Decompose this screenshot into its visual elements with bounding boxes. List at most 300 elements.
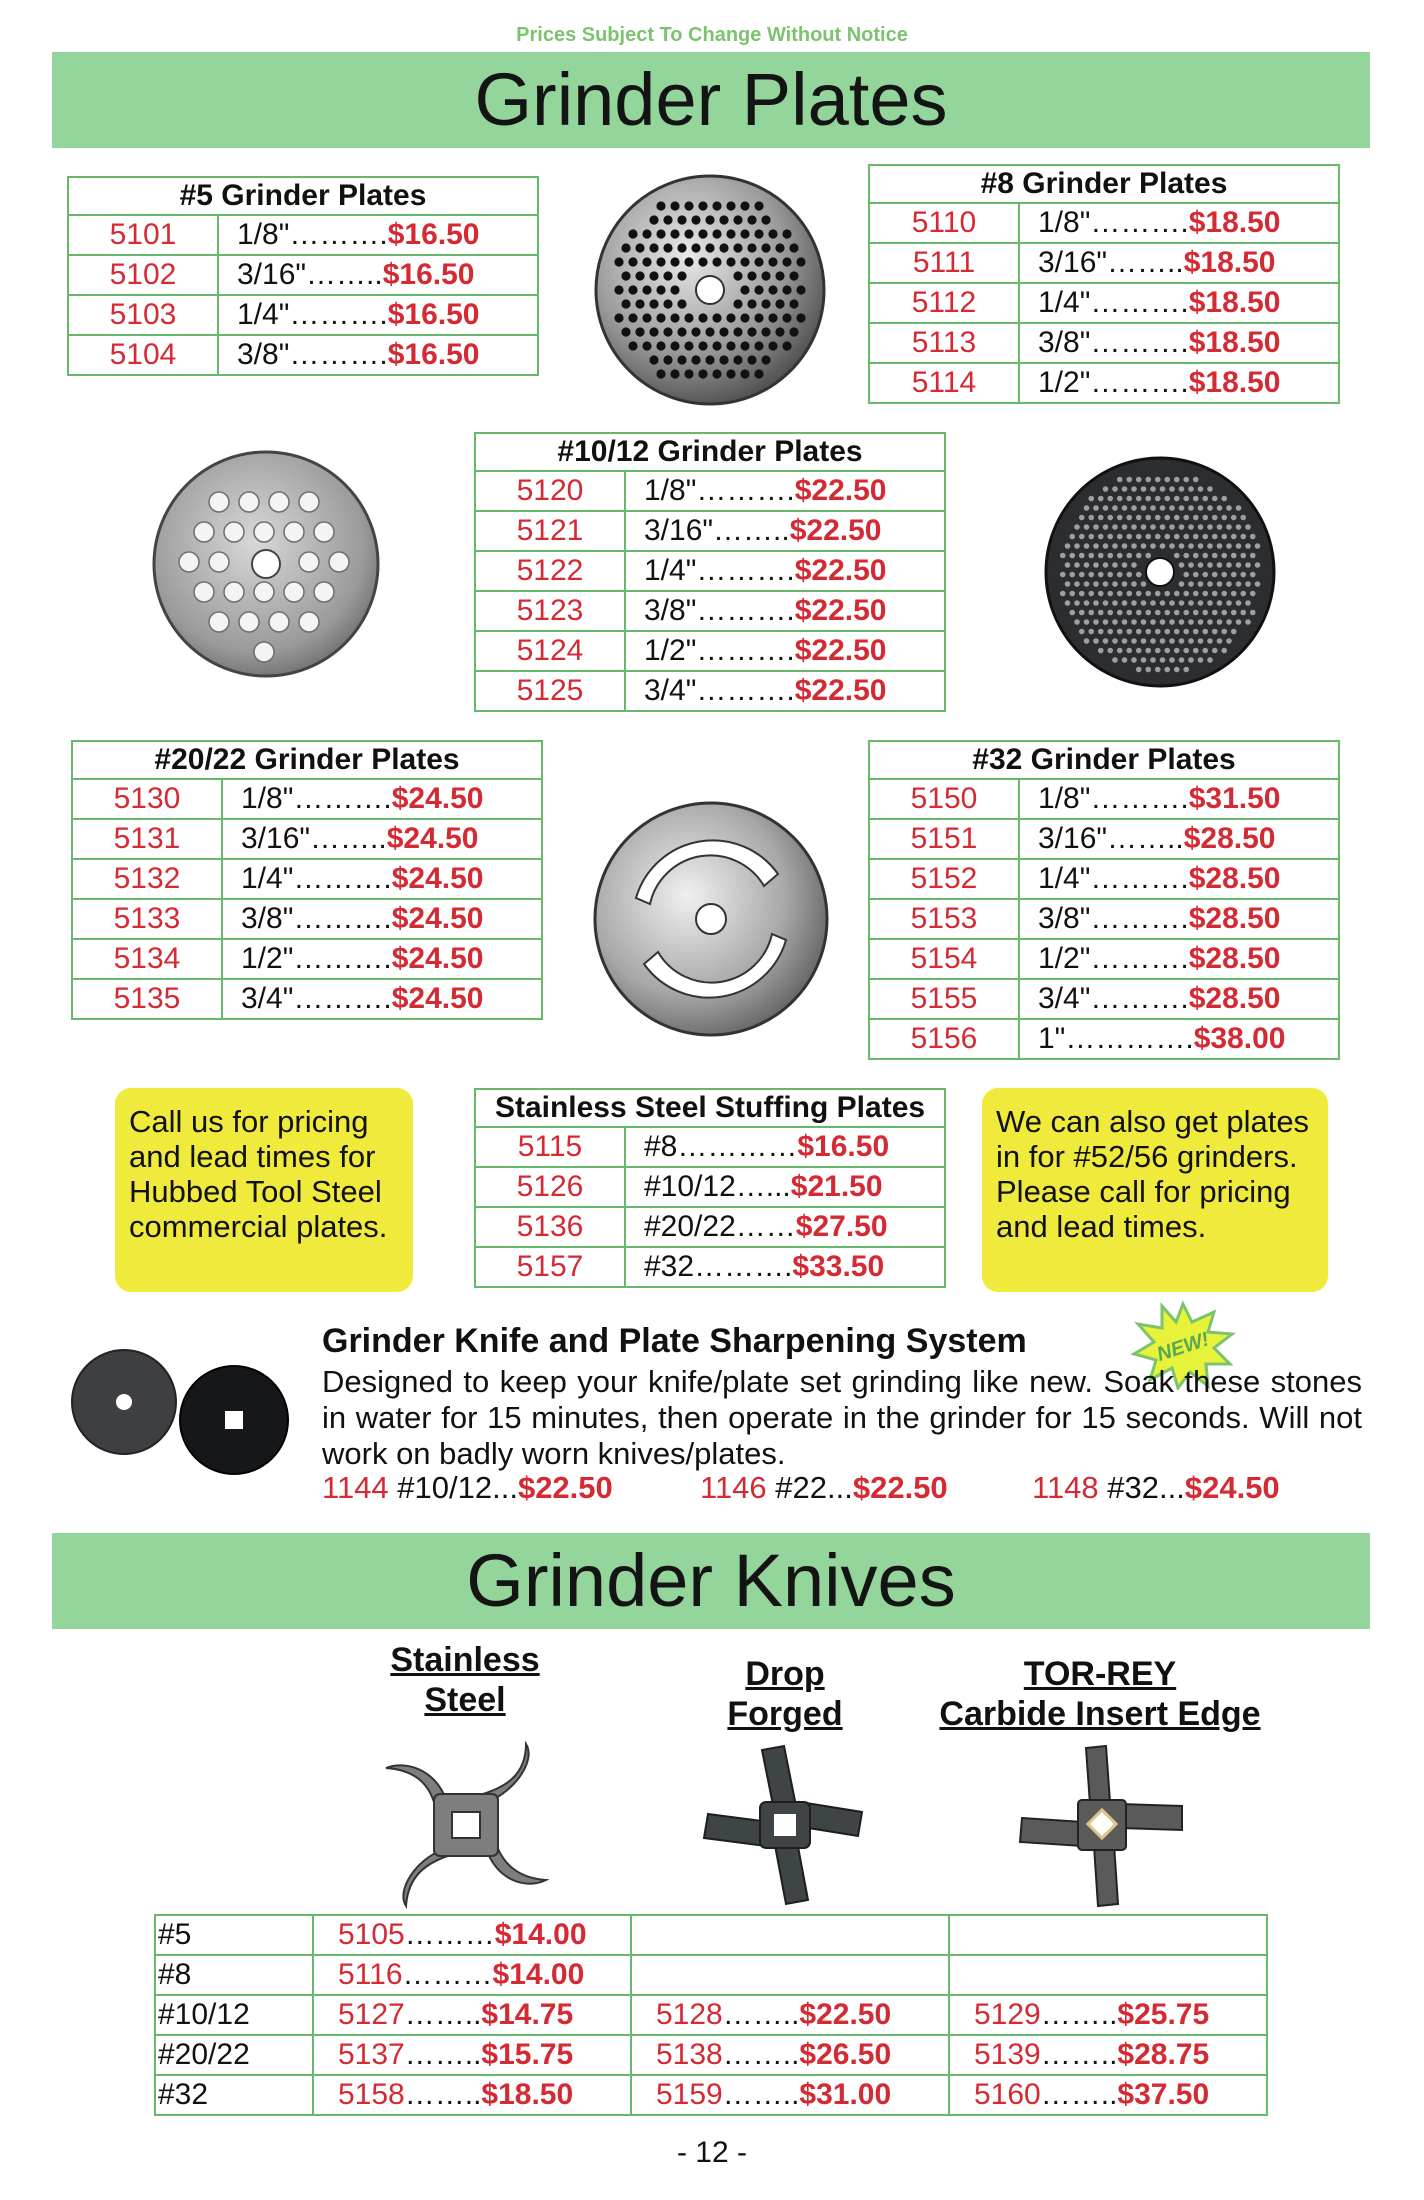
plate-hole [1122,486,1128,492]
plate-hole [1179,505,1185,511]
plate-hole [1145,667,1151,673]
table-row [155,1955,1267,1995]
plate-hole [1231,629,1237,635]
item-size: 1/2" [1038,366,1091,399]
plate-hole [628,229,637,238]
plate-hole [284,522,304,542]
item-description [222,899,542,939]
plate-hole [1217,505,1223,511]
plate-hole [733,299,742,308]
plate-hole [1217,638,1223,644]
plate-hole [1088,629,1094,635]
plate-hole [1193,534,1199,540]
plate-hole [635,299,644,308]
plate-hole [656,201,665,210]
plate-hole [649,327,658,336]
item-code: 5132 [72,859,222,899]
plate-hole [1202,629,1208,635]
plate-hole [705,215,714,224]
plate-hole [1183,553,1189,559]
plate-hole [712,341,721,350]
plate-hole [775,271,784,280]
item-description [222,819,542,859]
item-description [1019,283,1339,323]
leader-dots: ………. [696,634,795,667]
leader-dots: ………. [1090,366,1189,399]
item-description [1019,323,1339,363]
plate-hole [1112,581,1118,587]
plate-hole [1202,496,1208,502]
plate-hole [677,271,686,280]
plate-hole [754,257,763,266]
knife-size: #8 [155,1955,313,1995]
plate-hole [1131,638,1137,644]
plate-hole [1202,534,1208,540]
plate-hole [656,313,665,322]
item-code: 5152 [869,859,1019,899]
plate-hole [1217,581,1223,587]
plate-hole [1098,515,1104,521]
plate-hole [670,369,679,378]
item-price: $22.50 [794,474,887,507]
item-size: 1/8" [644,474,697,507]
plate-hole [1145,648,1151,654]
item-size: 3/8" [1038,326,1091,359]
plate-hole [1164,591,1170,597]
plate-hole [1126,572,1132,578]
item-code: 5115 [475,1127,625,1167]
plate-hole [621,271,630,280]
plate-hole [1145,610,1151,616]
plate-hole [1188,486,1194,492]
plate-hole [796,257,805,266]
plate-hole [1188,581,1194,587]
plate-hole [719,355,728,364]
plate-hole [1212,610,1218,616]
plate-hole [1126,477,1132,483]
plate-hole [1155,591,1161,597]
plate-hole [733,327,742,336]
plate-hole [1107,610,1113,616]
plate-hole [768,285,777,294]
plate-hole [1207,638,1213,644]
plate-hole [1107,496,1113,502]
plate-hole [761,271,770,280]
plate-hole [747,215,756,224]
plate-hole [1179,600,1185,606]
plate-hole [1217,600,1223,606]
leader-dots: …….. [1107,822,1184,855]
plate-hole [698,341,707,350]
plate-hole [754,229,763,238]
item-code: 5135 [72,979,222,1019]
plate-hole [1183,667,1189,673]
plate-hole [635,243,644,252]
plate-hole [775,243,784,252]
plate-hole [754,369,763,378]
plate-hole [1250,534,1256,540]
item-price: $38.00 [1193,1022,1286,1055]
item-price: $21.50 [790,1170,883,1203]
item-size: 1/4" [1038,862,1091,895]
plate-hole [733,243,742,252]
plate-hole [1245,600,1251,606]
leader-dots: ………. [293,902,392,935]
grinder-plate-8-image [590,170,830,410]
table-row [72,979,542,1019]
plate-hole [1174,591,1180,597]
item-price: $14.00 [494,1918,587,1951]
item-price: $22.50 [799,1998,892,2031]
table-row [475,1167,945,1207]
plate-hole [1207,619,1213,625]
leader-dots: …….. [1040,2038,1118,2071]
item-size: 1" [1038,1022,1066,1055]
plate-hole [1126,515,1132,521]
plate-hole [1160,619,1166,625]
item-code: 5151 [869,819,1019,859]
plate-hole [1169,600,1175,606]
plate-hole [614,313,623,322]
table-row [869,323,1339,363]
plate-hole [1164,610,1170,616]
plate-hole [1141,524,1147,530]
grinder-plate-dark-image [1040,452,1280,692]
item-size: 3/16" [644,514,714,547]
plate-hole [1179,524,1185,530]
plate-hole [684,201,693,210]
plate-hole [782,313,791,322]
plate-hole [1221,629,1227,635]
leader-dots: …... [735,1170,791,1203]
plate-hole [1136,496,1142,502]
plate-hole [1136,629,1142,635]
plate-hole [1240,591,1246,597]
item-description [625,1247,945,1287]
plate-hole [1198,543,1204,549]
table-row [475,551,945,591]
plate-hole [691,355,700,364]
plate-hole [1117,553,1123,559]
item-code: 5137 [338,2038,405,2071]
plate-hole [747,299,756,308]
plate-hole [1174,534,1180,540]
plate-hole [628,313,637,322]
plate-hole [1217,524,1223,530]
item-size: 1/4" [1038,286,1091,319]
plate-hole [1221,553,1227,559]
leader-dots: ………. [1090,982,1189,1015]
kidney-plate-32-image [588,796,834,1042]
plate-hole [621,243,630,252]
plate-hole [1169,505,1175,511]
plate-hole [1079,534,1085,540]
plate-hole [1155,534,1161,540]
plate-hole [1088,572,1094,578]
plate-hole [1164,629,1170,635]
plate-hole [1245,543,1251,549]
item-code: 5131 [72,819,222,859]
plate-hole [1193,648,1199,654]
leader-dots: …….. [1107,246,1184,279]
item-price: $24.50 [386,822,479,855]
plate-hole [1160,638,1166,644]
plate-hole [1226,524,1232,530]
item-code: 5125 [475,671,625,711]
plate-hole [740,313,749,322]
item-price: $14.00 [492,1958,585,1991]
plate-hole [1126,553,1132,559]
plate-hole [726,369,735,378]
plate-hole [698,369,707,378]
plate-hole [284,582,304,602]
item-description [222,939,542,979]
plate-hole [1221,496,1227,502]
plate-hole [747,271,756,280]
plate-hole [1069,553,1075,559]
item-price: $24.50 [391,782,484,815]
plate-hole [1084,638,1090,644]
plate-hole [1145,515,1151,521]
plate-hole [1065,581,1071,587]
plate-hole [1150,505,1156,511]
plate-hole [1193,477,1199,483]
plate-hole [1122,638,1128,644]
plate-hole [1060,591,1066,597]
table-row [869,243,1339,283]
plate-hole [1107,591,1113,597]
plate-hole [1160,657,1166,663]
plate-hole [1098,610,1104,616]
plate-hole [1136,572,1142,578]
leader-dots: …….. [713,514,790,547]
plate-hole [1150,619,1156,625]
plate-hole [1226,543,1232,549]
table-row [155,2035,1267,2075]
plate-hole [1212,515,1218,521]
plate-hole [761,215,770,224]
plate-hole [1141,486,1147,492]
plate-hole [239,612,259,632]
item-price: $31.00 [799,2078,892,2111]
item-description [625,591,945,631]
plate-hole [1103,505,1109,511]
plate-hole [1183,572,1189,578]
item-description [625,1167,945,1207]
plate-hole [698,201,707,210]
knife-cell [949,1915,1267,1955]
item-description [625,671,945,711]
plate-hole [1164,515,1170,521]
plate-hole [1160,524,1166,530]
plate-hole [179,552,199,572]
plate-hole [754,313,763,322]
plate-hole [1188,505,1194,511]
leader-dots: …….. [722,1998,800,2031]
plate-hole [1136,591,1142,597]
plate-hole [670,257,679,266]
plate-hole [1179,657,1185,663]
plate-hole [1198,562,1204,568]
plate-hole [1098,553,1104,559]
item-size: 1/8" [1038,206,1091,239]
plate-hole [705,243,714,252]
table-row [869,203,1339,243]
plate-hole [656,257,665,266]
plate-hole [1198,619,1204,625]
item-price: $16.50 [797,1130,890,1163]
knife-column-stainless: Stainless Steel [390,1641,540,1719]
knife-cell [631,2075,949,2115]
plate-hole [677,243,686,252]
item-price: $18.50 [1183,246,1276,279]
table-title: #32 Grinder Plates [869,741,1339,779]
item-description [1019,779,1339,819]
table-row [869,1019,1339,1059]
plate-hole [1183,629,1189,635]
plate-hole [1193,591,1199,597]
sharpening-price-1144: 1144 #10/12...$22.50 [322,1470,613,1505]
plate-hole [1226,638,1232,644]
sharpening-price-1146: 1146 #22...$22.50 [700,1470,948,1505]
leader-dots: …….. [1040,2078,1118,2111]
item-price: $37.50 [1117,2078,1210,2111]
plate-hole [670,285,679,294]
item-code: 5113 [869,323,1019,363]
plate-hole [1084,600,1090,606]
plate-hole [1155,610,1161,616]
plate-hole [740,257,749,266]
item-size: 3/16" [237,258,307,291]
item-price: $18.50 [1188,366,1281,399]
plate-hole [1079,553,1085,559]
item-description [222,979,542,1019]
plate-hole [1136,477,1142,483]
item-price: $15.75 [481,2038,574,2071]
plate-hole [1193,515,1199,521]
plate-hole [628,257,637,266]
plate-hole [1207,657,1213,663]
plate-hole [1131,486,1137,492]
plate-hole [1126,534,1132,540]
plate-hole [642,341,651,350]
item-price: $22.50 [794,594,887,627]
plate-hole [1183,648,1189,654]
plate-hole [1117,534,1123,540]
plate-hole [1236,581,1242,587]
item-price: $18.50 [1188,326,1281,359]
table-title: #10/12 Grinder Plates [475,433,945,471]
plate-hole [1141,505,1147,511]
plate-hole [1117,591,1123,597]
leader-dots: …….. [306,258,383,291]
leader-dots: ………. [289,338,388,371]
plate-hole [1141,638,1147,644]
plate-hole [663,327,672,336]
knife-cell [631,1995,949,2035]
plate-hole [1155,667,1161,673]
item-description [222,859,542,899]
plate-hole [775,299,784,308]
item-price: $24.50 [391,942,484,975]
plate-hole [1131,619,1137,625]
plate-hole [1231,572,1237,578]
table-row [155,1915,1267,1955]
plate-hole [1207,486,1213,492]
plate-hole [1193,572,1199,578]
plate-hole [1074,581,1080,587]
item-size: 1/4" [644,554,697,587]
plate-hole [1255,581,1261,587]
plate-hole [719,327,728,336]
plate-hole [1207,505,1213,511]
plate-hole [1226,619,1232,625]
plate-hole [1093,562,1099,568]
plate-hole [789,271,798,280]
plate-hole [1231,534,1237,540]
item-code: 5103 [68,295,218,335]
plate-hole [1088,610,1094,616]
plate-hole [1103,581,1109,587]
plate-hole [1250,591,1256,597]
plate-hole [209,612,229,632]
plate-hole [1093,638,1099,644]
plate-hole [656,229,665,238]
plate-hole [1179,638,1185,644]
plate-hole [761,327,770,336]
plate-hole [726,341,735,350]
item-description [1019,819,1339,859]
table-title: #20/22 Grinder Plates [72,741,542,779]
plate-hole [1174,610,1180,616]
plate-hole [1193,496,1199,502]
plate-hole [684,229,693,238]
item-description [218,215,538,255]
table-row [475,1127,945,1167]
table-row [68,335,538,375]
plate-hole [1084,581,1090,587]
item-price: $27.50 [795,1210,888,1243]
item-size: #10/12 [644,1170,736,1203]
item-code: 5105 [338,1918,405,1951]
item-code: 5110 [869,203,1019,243]
item-code: 5102 [68,255,218,295]
knife-size: #20/22 [155,2035,313,2075]
plate-hole [314,582,334,602]
plate-hole [726,229,735,238]
plate-hole [1169,524,1175,530]
leader-dots: ………. [696,474,795,507]
item-price: $18.50 [1188,286,1281,319]
plate-hole [1103,600,1109,606]
plate-hole [1079,629,1085,635]
plate-hole [1236,562,1242,568]
plate-hole [1150,543,1156,549]
item-size: 1/8" [237,218,290,251]
plate-hole [1183,534,1189,540]
plate-hole [1088,591,1094,597]
plate-hole [1112,486,1118,492]
plate-hole [1174,477,1180,483]
plate-hole [1198,581,1204,587]
plate-hole [1245,524,1251,530]
plate-hole [719,215,728,224]
plate-hole [789,243,798,252]
plate-hole [1164,477,1170,483]
plate-hole [1098,648,1104,654]
plate-hole [1150,638,1156,644]
knife-cell [631,1915,949,1955]
